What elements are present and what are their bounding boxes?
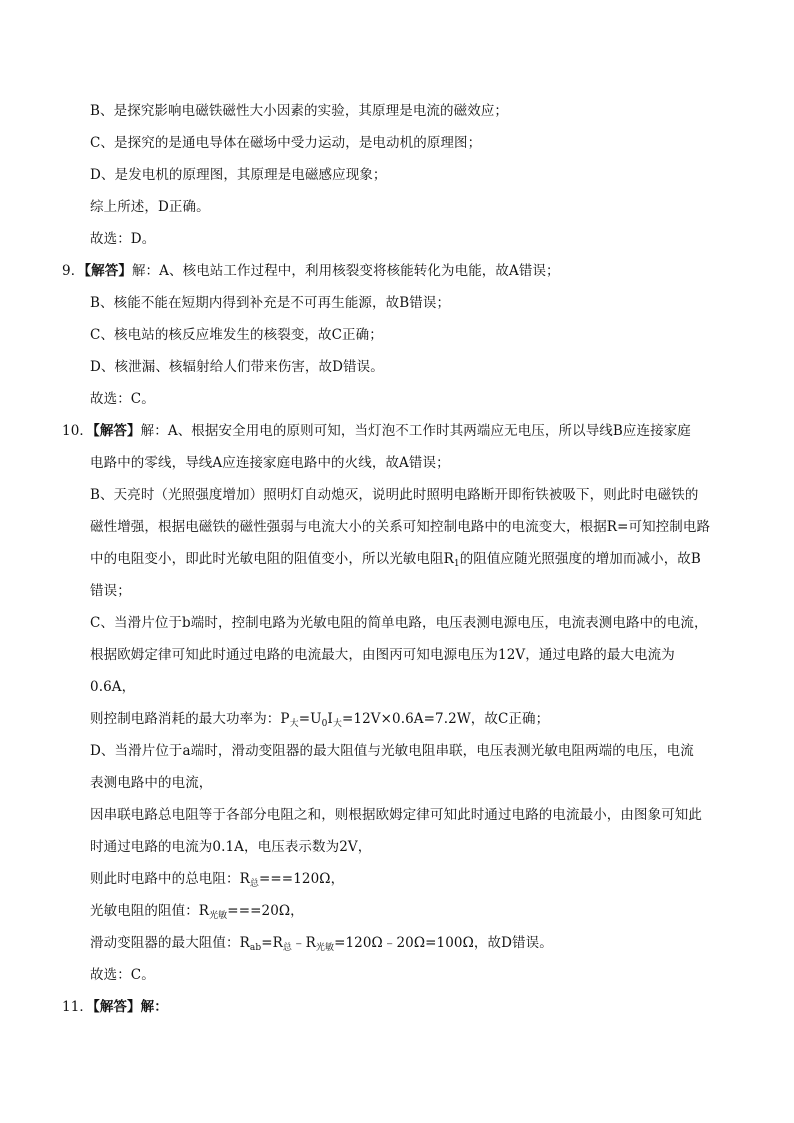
q9-option-d: D、核泄漏、核辐射给人们带来伤害，故D错误。 bbox=[90, 359, 384, 375]
q10-c4-sub-max: 大 bbox=[289, 719, 299, 729]
q10-c4-text-end: =12V×0.6A=7.2W，故C正确； bbox=[341, 711, 550, 727]
q10-b3-text-end: 的阻值应随光照强度的增加而减小，故B bbox=[459, 551, 701, 567]
q9-option-c: C、核电站的核反应堆发生的核裂变，故C正确； bbox=[90, 327, 383, 343]
q10-option-c-line3: 0.6A， bbox=[90, 679, 136, 695]
q10-option-d-line1: D、当滑片位于a端时，滑动变阻器的最大阻值与光敏电阻串联，电压表测光敏电阻两端的电压，电流 bbox=[90, 743, 694, 759]
q10-d5-sub-total: 总 bbox=[249, 879, 259, 889]
q10-option-d-line2: 表测电路中的电流， bbox=[90, 775, 213, 791]
q9-option-a: 解：A、核电站工作过程中，利用核裂变将核能转化为电能，故A错误； bbox=[131, 263, 560, 279]
q10-option-d-line5 bbox=[90, 869, 344, 889]
q9-number: 9． bbox=[62, 263, 85, 279]
q9-option-b: B、核能不能在短期内得到补充是不可再生能源，故B错误； bbox=[90, 295, 451, 311]
q10-first-line bbox=[62, 421, 691, 441]
q10-d5-text: 则此时电路中的总电阻：R bbox=[90, 871, 250, 887]
q10-d7-sub-photo: 光敏 bbox=[315, 943, 335, 953]
q11-text: 解： bbox=[140, 999, 168, 1015]
q10-d5-text-end: ===120Ω， bbox=[258, 871, 345, 887]
q10-option-b-line3 bbox=[90, 549, 701, 569]
q10-option-c-line1: C、当滑片位于b端时，控制电路为光敏电阻的简单电路，电压表测电源电压，电流表测电路中的电流， bbox=[90, 615, 708, 631]
q8-summary: 综上所述，D正确。 bbox=[90, 199, 210, 215]
q10-option-d-line6 bbox=[90, 901, 304, 921]
q10-option-c-line2: 根据欧姆定律可知此时通过电路的电流最大，由图丙可知电源电压为12V，通过电路的最大电流为 bbox=[90, 647, 675, 663]
q10-d7-text-end: =120Ω﹣20Ω=100Ω，故D错误。 bbox=[334, 935, 553, 951]
q10-b3-text: 中的电阻变小，即此时光敏电阻的阻值变小，所以光敏电阻R bbox=[90, 551, 454, 567]
q10-option-d-line3: 因串联电路总电阻等于各部分电阻之和，则根据欧姆定律可知此时通过电路的电流最小，由图象可知此 bbox=[90, 807, 702, 823]
q10-option-a-line2: 电路中的零线，导线A应连接家庭电路中的火线，故A错误； bbox=[90, 455, 450, 471]
q10-option-c-line4 bbox=[90, 709, 549, 729]
q10-option-b-line2: 磁性增强，根据电磁铁的磁性强弱与电流大小的关系可知控制电路中的电流变大，根据R=可知控制电路 bbox=[90, 519, 711, 535]
q10-b3-subscript: 1 bbox=[453, 559, 460, 569]
q10-c4-text: 则控制电路消耗的最大功率为：P bbox=[90, 711, 290, 727]
q10-c4-u: =U bbox=[298, 711, 322, 727]
q10-d7-eq: =R bbox=[261, 935, 283, 951]
q10-option-b-line1: B、天亮时（光照强度增加）照明灯自动熄灭，说明此时照明电路断开即衔铁被吸下，则此时电磁铁的 bbox=[90, 487, 699, 503]
q10-option-a-line1: 解：A、根据安全用电的原则可知，当灯泡不工作时其两端应无电压，所以导线B应连接家庭 bbox=[140, 423, 691, 439]
q10-option-b-line4: 错误； bbox=[90, 583, 131, 599]
q11-solution-tag: 【解答】 bbox=[92, 999, 141, 1015]
q10-number: 10． bbox=[62, 423, 93, 439]
q10-d7-minus: ﹣R bbox=[292, 935, 316, 951]
q10-c4-sub-zero: 0 bbox=[321, 719, 328, 729]
q9-answer: 故选：C。 bbox=[90, 391, 155, 407]
q9-first-line bbox=[62, 261, 560, 281]
q8-answer: 故选：D。 bbox=[90, 231, 156, 247]
q10-d7-sub-total: 总 bbox=[282, 943, 292, 953]
q10-solution-tag: 【解答】 bbox=[92, 423, 141, 439]
q10-option-d-line7 bbox=[90, 933, 553, 953]
q8-option-d: D、是发电机的原理图，其原理是电磁感应现象； bbox=[90, 167, 387, 183]
q8-option-b: B、是探究影响电磁铁磁性大小因素的实验，其原理是电流的磁效应； bbox=[90, 103, 509, 119]
q10-option-d-line4: 时通过电路的电流为0.1A，电压表示数为2V， bbox=[90, 839, 372, 855]
q10-answer: 故选：C。 bbox=[90, 967, 155, 983]
q8-option-c: C、是探究的是通电导体在磁场中受力运动，是电动机的原理图； bbox=[90, 135, 482, 151]
q10-d6-text: 光敏电阻的阻值：R bbox=[90, 903, 210, 919]
q10-c4-sub-max2: 大 bbox=[332, 719, 342, 729]
q10-c4-i: I bbox=[327, 711, 333, 727]
q10-d6-sub-photo: 光敏 bbox=[209, 911, 228, 921]
q11-first-line bbox=[62, 997, 168, 1017]
q11-number: 11． bbox=[62, 999, 93, 1015]
q9-solution-tag: 【解答】 bbox=[84, 263, 132, 279]
q10-d7-sub-ab: ab bbox=[249, 943, 262, 953]
q10-d6-text-end: ===20Ω， bbox=[227, 903, 304, 919]
q10-d7-text: 滑动变阻器的最大阻值：R bbox=[90, 935, 250, 951]
